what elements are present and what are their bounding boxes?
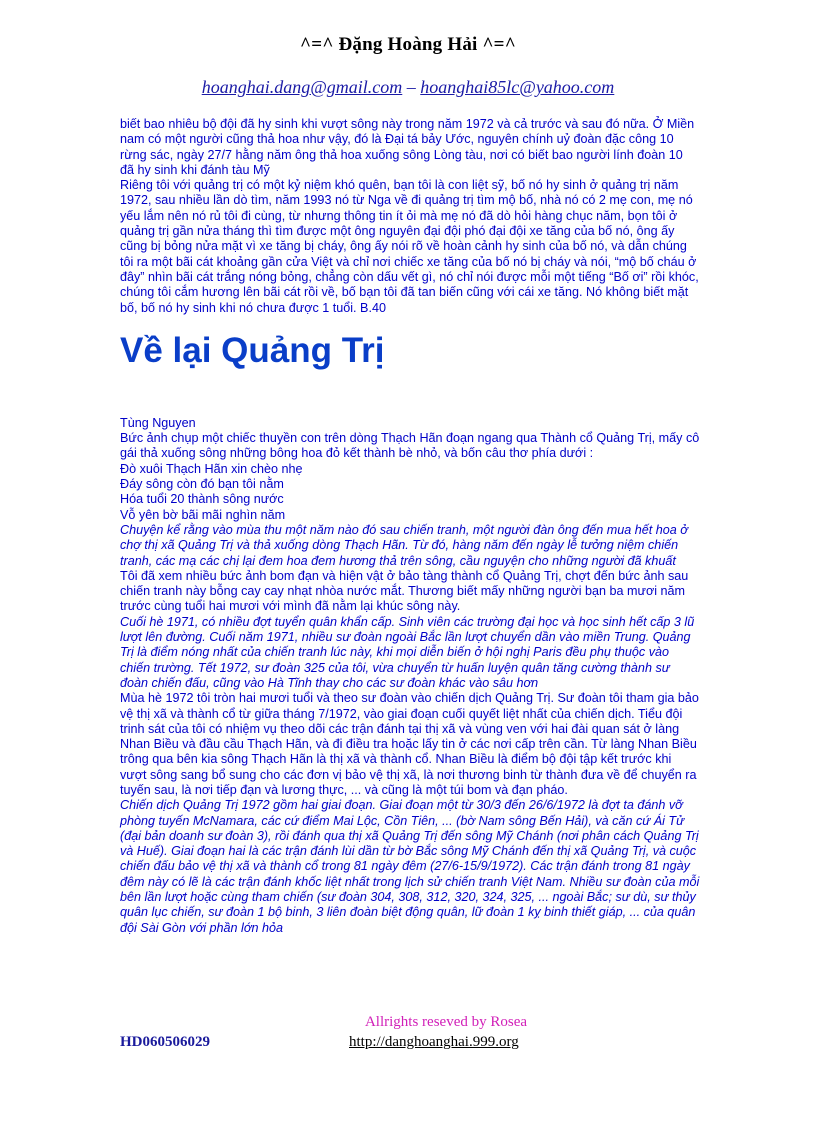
story-paragraph: Chuyện kể rằng vào mùa thu một năm nào đó sau chiến tranh, một người đàn ông đến mua hết hoa ở chợ thị xã Quảng Trị và thả xuống dòng Thạch Hãn. Từ đó, hàng năm đến ngày lễ tưởng niệm chiến tranh, các mạ các chị lại đem hoa đem hương thả trên sông, cầu nguyện cho những người đã khuất xyxy=(120,522,688,568)
article-heading: Về lại Quảng Trị xyxy=(120,330,385,370)
email-link-gmail[interactable]: hoanghai.dang@gmail.com xyxy=(201,77,403,97)
email-link-yahoo[interactable]: hoanghai85lc@yahoo.com xyxy=(420,77,615,97)
summer-1972-paragraph: Mùa hè 1972 tôi tròn hai mươi tuổi và theo sư đoàn vào chiến dịch Quảng Trị. Sư đoàn tôi tham gia bảo vệ thị xã và thành cổ từ giữa tháng 7/1972, vào giai đoạn cuối quyết liệt nhất của chiến dịch. Tiểu đội trinh sát của tôi có nhiệm vụ theo dõi các trận đánh tại thị xã và vùng ven với hai đài quan sát ở làng Nhan Biều và đầu cầu Thạch Hãn, và đi điều tra hoặc lấy tin ở các nơi cấp trên cần. Từ làng Nhan Biều trông qua bên kia sông Thạch Hãn là thị xã và thành cổ. Nhan Biều là điểm bộ đội tập kết trước khi vượt sông sang bổ sung cho các đơn vị bảo vệ thị xã, là nơi thương binh từ thành đưa về để chuyển ra tuyến sau, là nơi tiếp đạn và lương thực, ... và cũng là một túi bom và đạn pháo. xyxy=(120,691,699,797)
footer-document-code: HD060506029 xyxy=(120,1034,210,1050)
email-separator: – xyxy=(406,77,416,97)
website-link[interactable]: http://danghoanghai.999.org xyxy=(349,1034,519,1050)
poem-line: Đò xuôi Thạch Hãn xin chèo nhẹ xyxy=(120,461,303,476)
author-title: ^=^ Đặng Hoàng Hải ^=^ xyxy=(300,34,516,55)
footer-website xyxy=(349,1034,519,1051)
museum-paragraph: Tôi đã xem nhiều bức ảnh bom đạn và hiện vật ở bảo tàng thành cổ Quảng Trị, chợt đến bức ảnh sau chiến tranh này bỗng cay cay nhạt nhòa nước mắt. Thương biết mấy những người bạn ba mươi năm trước cùng tuổi hai mươi với mình đã nằm lại khúc sông này. xyxy=(120,568,689,614)
article-author: Tùng Nguyen xyxy=(120,415,196,430)
poem-line: Hóa tuổi 20 thành sông nước xyxy=(120,492,284,507)
photo-caption: Bức ảnh chụp một chiếc thuyền con trên dòng Thạch Hãn đoạn ngang qua Thành cổ Quảng Trị, mấy cô gái thả xuống sông những bông hoa đỏ kết thành bè nhỏ, và bốn câu thơ phía dưới : xyxy=(120,431,700,461)
poem-line: Vỗ yên bờ bãi mãi nghìn năm xyxy=(120,507,286,522)
poem-line: Đáy sông còn đó bạn tôi nằm xyxy=(120,477,284,492)
campaign-paragraph: Chiến dịch Quảng Trị 1972 gồm hai giai đoạn. Giai đoạn một từ 30/3 đến 26/6/1972 là đợt ta đánh vỡ phòng tuyến McNamara, các cứ điểm Mai Lộc, Cồn Tiên, ... (bờ Nam sông Bến Hải), và căn cứ Ái Tử (đại bản doanh sư đoàn 3), rồi đánh qua thị xã Quảng Trị đến sông Mỹ Chánh (nơi phân cách Quảng Trị và Huế). Giai đoạn hai là các trận đánh lùi dần từ bờ Bắc sông Mỹ Chánh đến thị xã Quảng Trị, và cuộc chiến đấu bảo vệ thị xã và thành cổ trong 81 ngày đêm (27/6-15/9/1972). Các trận đánh trong 81 ngày đêm này có lẽ là các trận đánh khốc liệt nhất trong lịch sử chiến tranh Việt Nam. Nhiều sư đoàn của mỗi bên lần lượt hoặc cùng tham chiến (sư đoàn 304, 308, 312, 320, 324, 325, ... ngoài Bắc; sư dù, sư thủy quân lục chiến, sư đoàn 1 bộ binh, 3 liên đoàn biệt động quân, lữ đoàn 1 kỵ binh thiết giáp, ... của quân đội Sài Gòn với phần lớn hỏa xyxy=(120,798,700,935)
intro-paragraph: biết bao nhiêu bộ đội đã hy sinh khi vượt sông này trong năm 1972 và cả trước và sau đó nữa. Ở Miền nam có một người cũng thả hoa như vậy, đó là Đại tá bảy Ước, nguyên chính uỷ đoàn đặc công 10 rừng sác, ngày 27/7 hằng năm ông thả hoa xuống sông Lòng tàu, nơi có biết bao người lính đoàn 10 đã hy sinh khi đánh tàu Mỹ xyxy=(120,117,695,177)
intro-paragraph: Riêng tôi với quảng trị có một kỷ niệm khó quên, bạn tôi là con liệt sỹ, bố nó hy sinh ở quảng trị năm 1972, sau nhiều lần dò tìm, năm 1993 nó từ Nga về đi quảng trị tìm mộ bố, nhà nó có 2 mẹ con, mẹ nó yếu lắm nên nó rủ tôi đi cùng, từ nhưng thông tin ít ỏi mà mẹ nó đã dò hỏi hàng chục năm, bọn tôi ở quảng trị gần nửa tháng thì tìm được một ông nguyên đại đội phó đại đội xe tăng của bố nó, ông ấy cũng bị bỏng nửa mặt vì xe tăng bị cháy, ông ấy nói rõ về hoàn cảnh hy sinh của bố nó, và dẫn chúng tôi ra một bãi cát khoảng gần cửa Việt và chỉ nơi chiếc xe tăng của bố nó bị cháy và nói, “mộ bố cháu ở đây” nhìn bãi cát trắng nóng bỏng, chẳng còn dấu vết gì, nó chỉ nói được mỗi một tiếng “Bố ơi” rồi khóc, chúng tôi cắm hương lên bãi cát rồi về, bố bạn tôi đã tan biến cũng với cái xe tăng. Nó không biết mặt bố, bố nó hy sinh khi nó chưa được 1 tuổi. B.40 xyxy=(120,178,699,315)
article-body xyxy=(120,117,700,936)
contact-links xyxy=(0,77,816,98)
footer-rights: Allrights reseved by Rosea xyxy=(364,1014,528,1030)
recruitment-1971-paragraph: Cuối hè 1971, có nhiều đợt tuyển quân khẩn cấp. Sinh viên các trường đại học và học sinh hết cấp 3 lũ lượt lên đường. Cuối năm 1971, nhiều sư đoàn ngoài Bắc lần lượt chuyển dần vào miền Trung. Quảng Trị là điểm nóng nhất của chiến tranh lúc này, khi mọi diễn biến ở hội nghị Paris đều phụ thuộc vào chiến trường. Tết 1972, sư đoàn 325 của tôi, vừa chuyển từ huấn luyện quân tăng cường thành sư đoàn chiến đấu, cũng vào Hà Tĩnh thay cho các sư đoàn khác vào sâu hơn xyxy=(120,614,695,690)
